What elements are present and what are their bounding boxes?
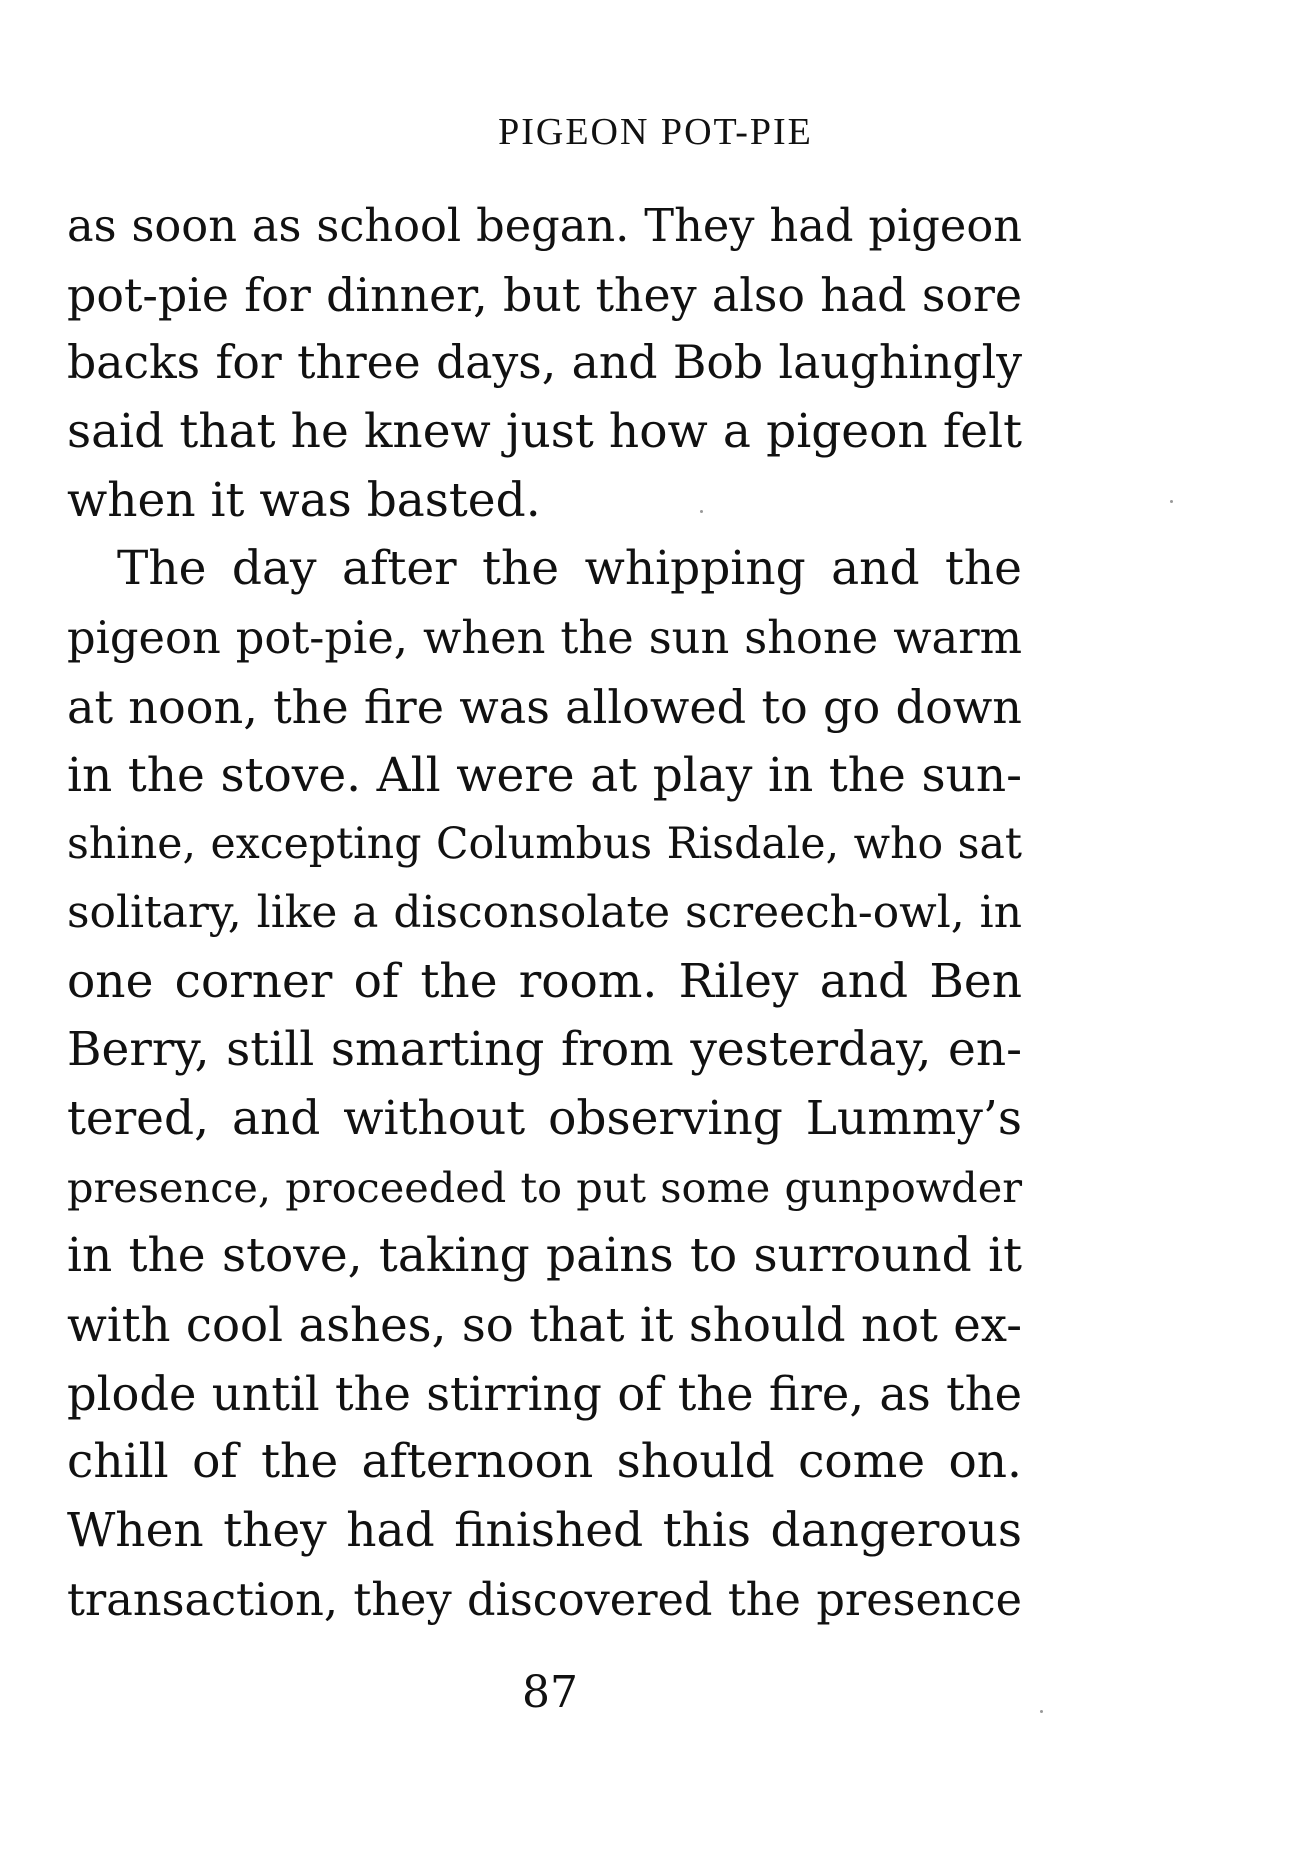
- text-line: at noon, the fire was allowed to go down: [67, 679, 1022, 734]
- text-line: in the stove, taking pains to surround it: [67, 1228, 1022, 1284]
- text-line: pigeon pot-pie, when the sun shone warm: [67, 611, 1022, 665]
- text-line: backs for three days, and Bob laughingly: [67, 336, 1022, 390]
- text-line: pot-pie for dinner, but they also had sore: [67, 267, 1022, 322]
- text-line: in the stove. All were at play in the sun-: [67, 747, 1022, 803]
- text-line: as soon as school began. They had pigeon: [67, 200, 1022, 252]
- text-line: transaction, they discovered the presence: [67, 1573, 1022, 1626]
- text-line: chill of the afternoon should come on.: [67, 1434, 1022, 1490]
- text-line: when it was basted.: [67, 472, 541, 528]
- text-line: shine, excepting Columbus Risdale, who sat: [67, 819, 1022, 870]
- page-number: 87: [522, 1667, 578, 1718]
- text-line: one corner of the room. Riley and Ben: [67, 953, 1022, 1009]
- body-text: [67, 192, 1022, 1634]
- scan-speck: [1040, 1710, 1043, 1713]
- text-line: presence, proceeded to put some gunpowder: [67, 1163, 1022, 1212]
- running-head: PIGEON POT-PIE: [498, 111, 813, 153]
- text-line: tered, and without observing Lummy’s: [67, 1090, 1022, 1146]
- text-line: The day after the whipping and the: [117, 541, 1022, 597]
- scan-speck: [700, 510, 703, 513]
- text-line: Berry, still smarting from yesterday, en-: [67, 1022, 1022, 1078]
- text-line: said that he knew just how a pigeon felt: [67, 404, 1022, 460]
- text-line: solitary, like a disconsolate screech-owl, in: [67, 886, 1022, 938]
- scan-speck: [1170, 500, 1173, 503]
- text-line: with cool ashes, so that it should not ex-: [67, 1298, 1022, 1352]
- text-line: When they had finished this dangerous: [67, 1503, 1022, 1559]
- text-line: plode until the stirring of the fire, as the: [67, 1366, 1022, 1421]
